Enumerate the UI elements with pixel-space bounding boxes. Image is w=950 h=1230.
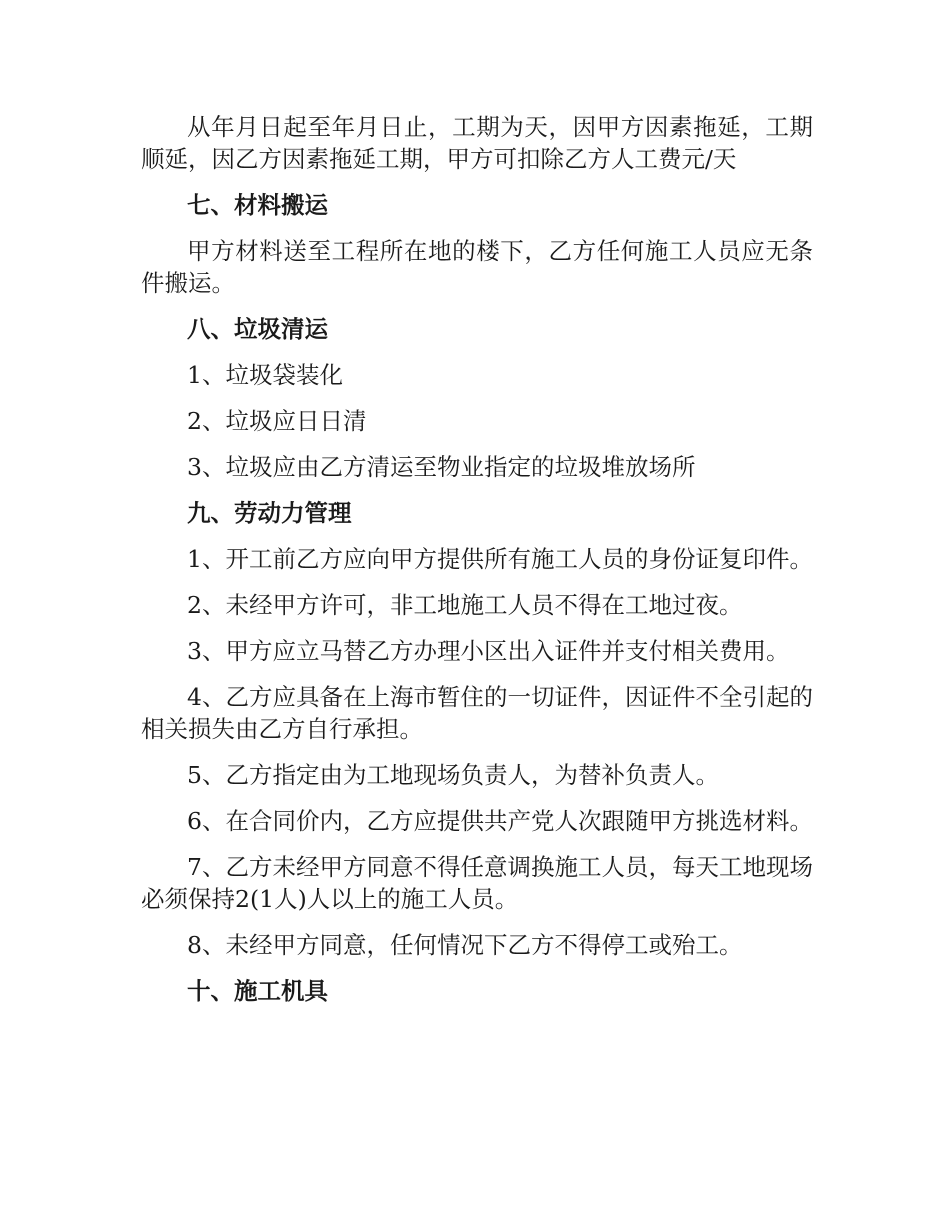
paragraph-materials: 甲方材料送至工程所在地的楼下，乙方任何施工人员应无条件搬运。 <box>141 237 813 297</box>
garbage-item-2: 2、垃圾应日日清 <box>187 407 367 435</box>
labor-item-5: 5、乙方指定由为工地现场负责人，为替补负责人。 <box>187 761 719 789</box>
labor-item-6: 6、在合同价内，乙方应提供共产党人次跟随甲方挑选材料。 <box>187 807 813 835</box>
paragraph-schedule: 从年月日起至年月日止，工期为天，因甲方因素拖延，工期顺延，因乙方因素拖延工期，甲方可扣除乙方人工费元/天 <box>141 113 813 173</box>
section-heading-garbage: 八、垃圾清运 <box>187 315 328 343</box>
labor-item-8: 8、未经甲方同意，任何情况下乙方不得停工或殆工。 <box>187 931 743 959</box>
labor-item-2: 2、未经甲方许可，非工地施工人员不得在工地过夜。 <box>187 591 743 619</box>
document-body <box>141 111 813 1007</box>
labor-item-1: 1、开工前乙方应向甲方提供所有施工人员的身份证复印件。 <box>187 545 813 573</box>
garbage-item-1: 1、垃圾袋装化 <box>187 361 343 389</box>
garbage-item-3: 3、垃圾应由乙方清运至物业指定的垃圾堆放场所 <box>187 453 696 481</box>
section-heading-machinery: 十、施工机具 <box>187 977 328 1005</box>
section-heading-labor: 九、劳动力管理 <box>187 499 352 527</box>
labor-item-7: 7、乙方未经甲方同意不得任意调换施工人员，每天工地现场必须保持2(1人)人以上的施工人员。 <box>141 853 813 913</box>
labor-item-4: 4、乙方应具备在上海市暂住的一切证件，因证件不全引起的相关损失由乙方自行承担。 <box>141 683 813 743</box>
section-heading-materials: 七、材料搬运 <box>187 191 328 219</box>
labor-item-3: 3、甲方应立马替乙方办理小区出入证件并支付相关费用。 <box>187 637 790 665</box>
